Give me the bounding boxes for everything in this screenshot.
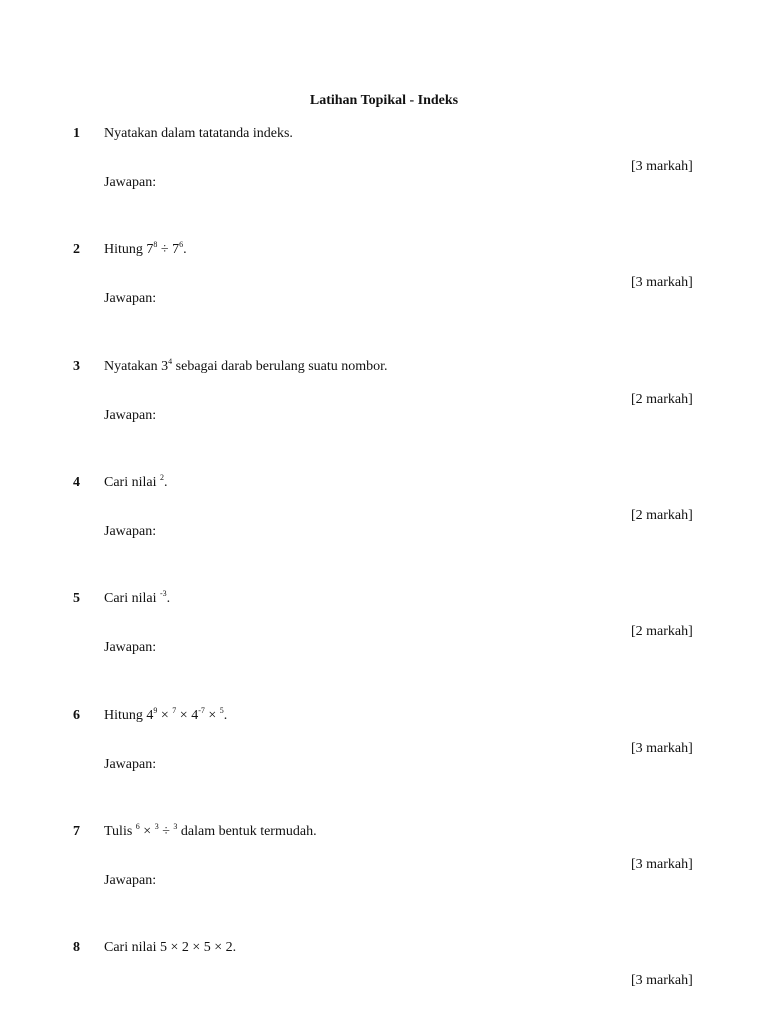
question-text: [104, 940, 236, 956]
question-2: [0, 242, 768, 352]
question-text-fragment: Nyatakan 3: [104, 358, 169, 374]
exponent: 3: [154, 821, 159, 831]
marks-label: [3 markah]: [631, 275, 693, 291]
question-text: [104, 472, 168, 491]
question-text: [104, 242, 187, 258]
exponent: -3: [160, 589, 167, 599]
question-text-fragment: Cari nilai: [104, 591, 160, 607]
question-text: [104, 821, 317, 840]
question-text-fragment: Cari nilai 5 × 2 × 5 × 2.: [104, 940, 237, 956]
question-text-fragment: × 4: [176, 707, 199, 723]
question-text-fragment: ÷: [158, 823, 174, 839]
question-text-fragment: Tulis: [104, 823, 136, 839]
marks-label: [3 markah]: [631, 856, 693, 872]
marks-label: [2 markah]: [631, 507, 693, 523]
question-7: [0, 821, 768, 934]
question-5: [0, 591, 768, 701]
question-text-fragment: ×: [204, 707, 220, 723]
question-text-fragment: Hitung 7: [104, 242, 154, 258]
question-number: 3: [73, 358, 80, 374]
question-text: [104, 356, 388, 375]
marks-label: [3 markah]: [631, 740, 693, 756]
exponent: 7: [172, 705, 177, 715]
question-text-fragment: .: [164, 474, 168, 490]
question-text-fragment: dalam bentuk termudah.: [177, 823, 317, 839]
question-number: 5: [73, 591, 80, 607]
question-6: [0, 705, 768, 818]
exponent: 6: [179, 240, 184, 250]
question-text-fragment: sebagai darab berulang suatu nombor.: [172, 358, 388, 374]
question-number: 6: [73, 707, 80, 723]
answer-label: Jawapan:: [104, 175, 157, 190]
question-text-fragment: .: [223, 707, 228, 723]
marks-label: [2 markah]: [631, 624, 693, 640]
question-text: [104, 591, 170, 607]
marks-label: [3 markah]: [631, 973, 693, 989]
question-text-fragment: ×: [157, 707, 173, 723]
marks-label: [2 markah]: [631, 391, 693, 407]
question-text-fragment: Hitung 4: [104, 707, 154, 723]
question-number: 8: [73, 940, 80, 956]
page-title: Latihan Topikal - Indeks: [309, 93, 459, 108]
answer-label: Jawapan:: [104, 523, 157, 539]
question-4: [0, 472, 768, 585]
answer-label: Jawapan:: [104, 291, 157, 307]
question-text-fragment: .: [166, 591, 171, 607]
question-8: [0, 940, 768, 1024]
exponent: 4: [168, 356, 173, 366]
exponent: 3: [173, 821, 178, 831]
exponent: 5: [219, 705, 224, 715]
exponent: 2: [160, 472, 164, 482]
question-text: [104, 705, 228, 724]
marks-label: [3 markah]: [631, 159, 693, 174]
question-text: [104, 126, 293, 142]
exponent: 8: [153, 240, 158, 250]
question-number: 4: [73, 474, 80, 490]
question-text-fragment: .: [183, 242, 187, 258]
exponent: -7: [198, 705, 205, 715]
question-3: [0, 356, 768, 469]
question-text-fragment: ×: [139, 823, 155, 839]
question-number: 7: [73, 823, 80, 839]
answer-label: Jawapan:: [104, 407, 157, 423]
exponent: 9: [153, 705, 158, 715]
question-number: 2: [73, 242, 80, 258]
question-number: 1: [73, 126, 80, 141]
question-1: [0, 126, 768, 236]
answer-label: Jawapan:: [104, 872, 157, 888]
question-text-fragment: Nyatakan dalam tatatanda indeks.: [104, 126, 293, 141]
answer-label: Jawapan:: [104, 640, 157, 656]
question-text-fragment: Cari nilai: [104, 474, 160, 490]
question-text-fragment: ÷ 7: [157, 242, 180, 258]
answer-label: Jawapan:: [104, 756, 157, 772]
exponent: 6: [135, 821, 140, 831]
